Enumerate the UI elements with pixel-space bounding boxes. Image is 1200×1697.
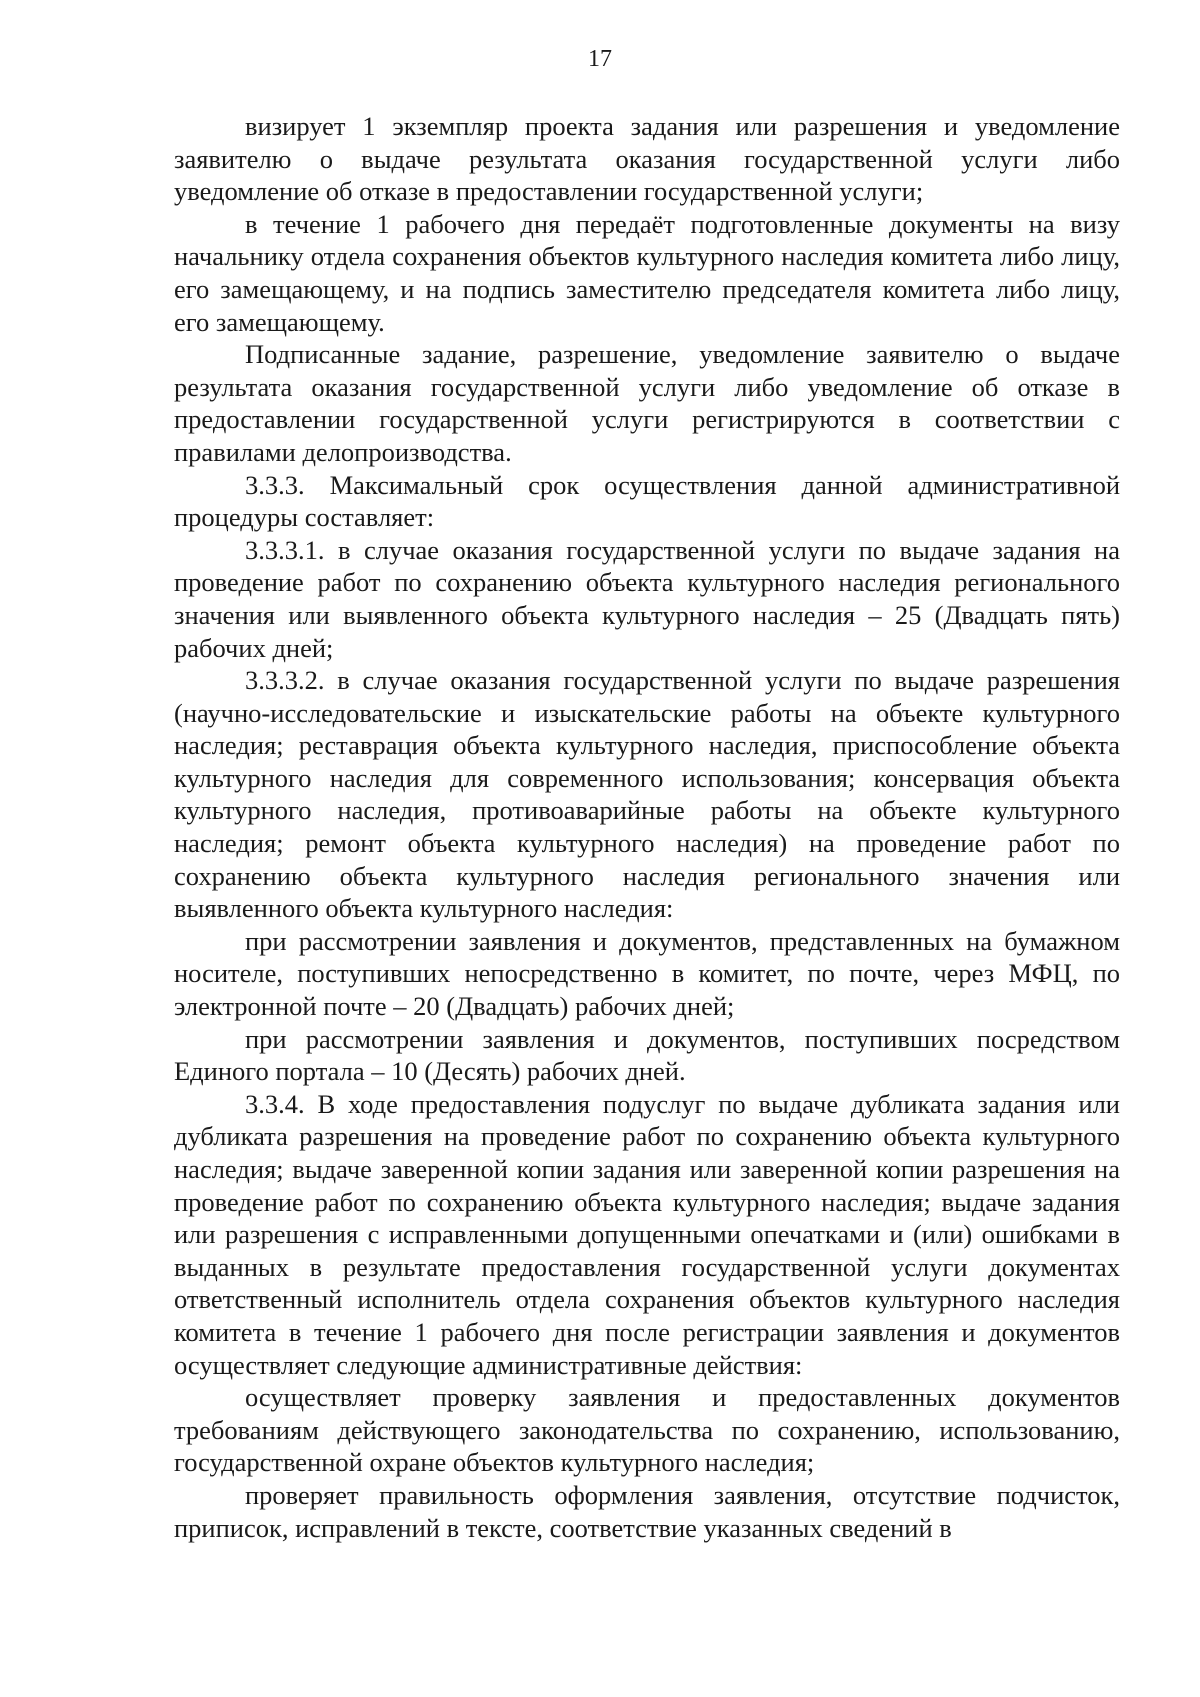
- paragraph: 3.3.3.2. в случае оказания государственной услуги по выдаче разрешения (научно-исследовательские и изыскательские работы на объекте культурного наследия; реставрация объекта культурного наследия, приспособление объекта культурного наследия для современного использования; консервация объекта культурного наследия, противоаварийные работы на объекте культурного наследия; ремонт объекта культурного наследия) на проведение работ по сохранению объекта культурного наследия регионального значения или выявленного объекта культурного наследия:: [174, 665, 1120, 924]
- page-number: 17: [588, 46, 612, 72]
- document-body: [174, 110, 1120, 1544]
- paragraph: Подписанные задание, разрешение, уведомление заявителю о выдаче результата оказания государственной услуги либо уведомление об отказе в предоставлении государственной услуги регистрируются в соответствии с правилами делопроизводства.: [174, 339, 1120, 467]
- paragraph: 3.3.4. В ходе предоставления подуслуг по выдаче дубликата задания или дубликата разрешения на проведение работ по сохранению объекта культурного наследия; выдаче заверенной копии задания или заверенной копии разрешения на проведение работ по сохранению объекта культурного наследия; выдаче задания или разрешения с исправленными допущенными опечатками и (или) ошибками в выданных в результате предоставления государственной услуги документах ответственный исполнитель отдела сохранения объектов культурного наследия комитета в течение 1 рабочего дня после регистрации заявления и документов осуществляет следующие административные действия:: [174, 1088, 1120, 1380]
- paragraph: 3.3.3. Максимальный срок осуществления данной административной процедуры составляет:: [174, 469, 1120, 533]
- paragraph: 3.3.3.1. в случае оказания государственной услуги по выдаче задания на проведение работ по сохранению объекта культурного наследия регионального значения или выявленного объекта культурного наследия – 25 (Двадцать пять) рабочих дней;: [174, 534, 1120, 663]
- paragraph: осуществляет проверку заявления и предоставленных документов требованиям действующего законодательства по сохранению, использованию, государственной охране объектов культурного наследия;: [174, 1382, 1120, 1478]
- paragraph: при рассмотрении заявления и документов, поступивших посредством Единого портала – 10 (Десять) рабочих дней.: [174, 1023, 1120, 1087]
- paragraph: визирует 1 экземпляр проекта задания или разрешения и уведомление заявителю о выдаче результата оказания государственной услуги либо уведомление об отказе в предоставлении государственной услуги;: [174, 111, 1120, 207]
- paragraph: проверяет правильность оформления заявления, отсутствие подчисток, приписок, исправлений в тексте, соответствие указанных сведений в: [174, 1479, 1120, 1543]
- paragraph: при рассмотрении заявления и документов, представленных на бумажном носителе, поступивших непосредственно в комитет, по почте, через МФЦ, по электронной почте – 20 (Двадцать) рабочих дней;: [174, 925, 1120, 1022]
- paragraph: в течение 1 рабочего дня передаёт подготовленные документы на визу начальнику отдела сохранения объектов культурного наследия комитета либо лицу, его замещающему, и на подпись заместителю председателя комитета либо лицу, его замещающему.: [174, 208, 1120, 337]
